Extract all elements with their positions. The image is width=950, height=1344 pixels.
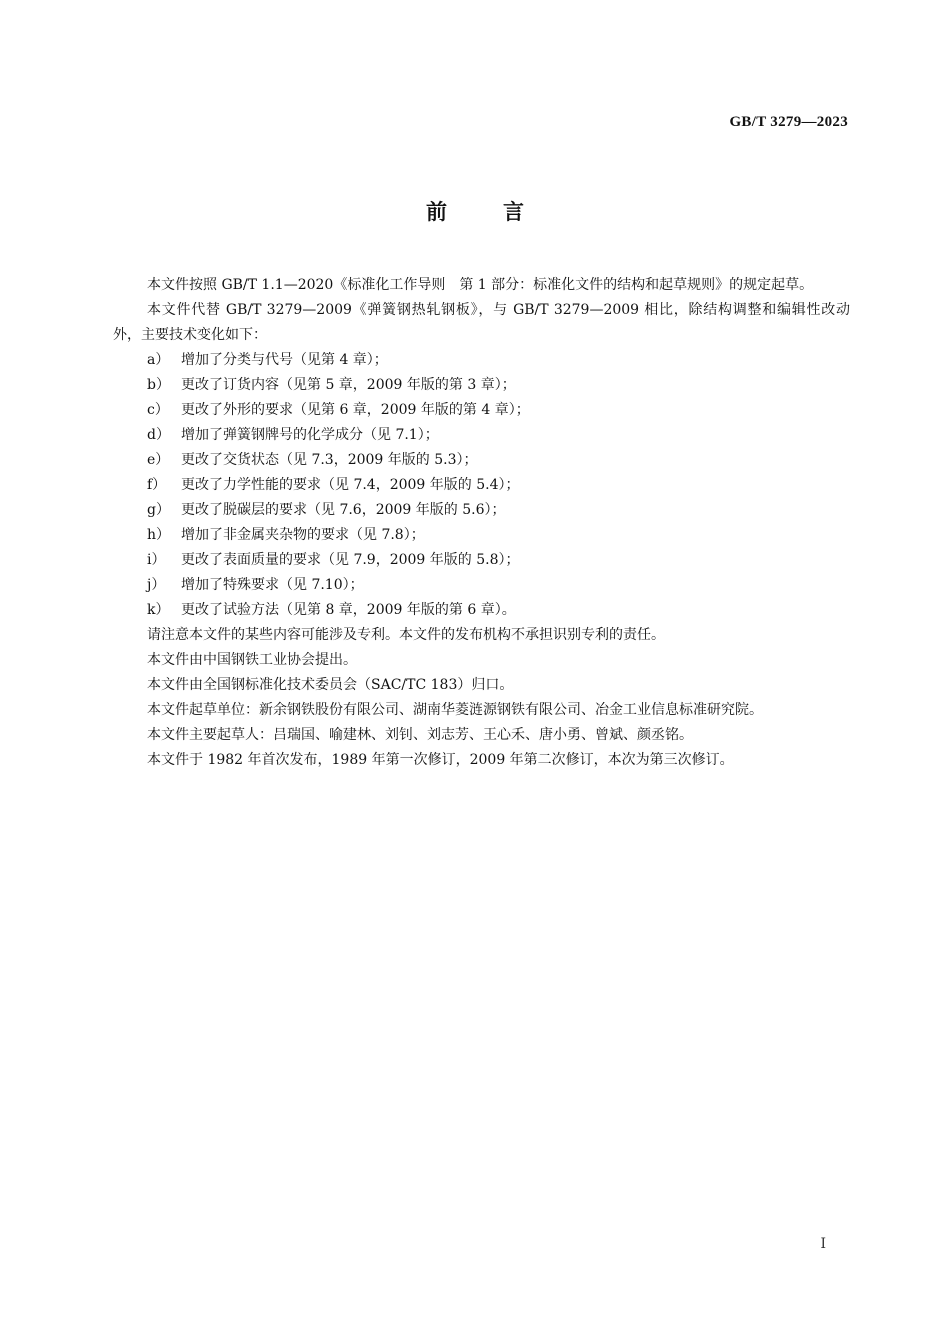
list-item-text: 更改了表面质量的要求（见 7.9，2009 年版的 5.8）； [181,552,520,568]
list-item [113,498,850,523]
list-marker: d） [147,427,170,443]
list-item-text: 更改了外形的要求（见第 6 章，2009 年版的第 4 章）； [181,402,530,418]
paragraph-drafting-rules: 本文件按照 GB/T 1.1—2020《标准化工作导则 第 1 部分：标准化文件的结构和起草规则》的规定起草。 [147,277,814,293]
list-item [113,598,850,623]
paragraph-proposer: 本文件由中国钢铁工业协会提出。 [147,652,357,668]
paragraph-drafting-organizations: 本文件起草单位：新余钢铁股份有限公司、湖南华菱涟源钢铁有限公司、冶金工业信息标准研究院。 [147,702,763,718]
list-item-text: 更改了订货内容（见第 5 章，2009 年版的第 3 章）； [181,377,516,393]
list-item-text: 增加了非金属夹杂物的要求（见 7.8）； [181,527,425,543]
standard-number: GB/T 3279—2023 [729,114,848,130]
paragraph-replacement: 本文件代替 GB/T 3279—2009《弹簧钢热轧钢板》，与 GB/T 3279—2009 相比，除结构调整和编辑性改动外，主要技术变化如下： [113,302,850,343]
list-marker: h） [147,527,171,543]
list-item [113,473,850,498]
list-item-text: 更改了脱碳层的要求（见 7.6，2009 年版的 5.6）； [181,502,506,518]
list-item-text: 增加了分类与代号（见第 4 章）； [181,352,388,368]
list-marker: j） [147,577,166,593]
list-item [113,573,850,598]
list-item [113,548,850,573]
paragraph-publication-history: 本文件于 1982 年首次发布，1989 年第一次修订，2009 年第二次修订，本次为第三次修订。 [147,752,734,768]
list-item [113,423,850,448]
list-item-text: 更改了力学性能的要求（见 7.4，2009 年版的 5.4）； [181,477,520,493]
paragraph-patent-notice: 请注意本文件的某些内容可能涉及专利。本文件的发布机构不承担识别专利的责任。 [147,627,665,643]
list-item [113,348,850,373]
list-marker: b） [147,377,170,393]
list-item [113,373,850,398]
foreword-body [113,273,850,773]
list-marker: k） [147,602,170,618]
list-marker: e） [147,452,170,468]
list-marker: f） [147,477,167,493]
list-item-text: 增加了特殊要求（见 7.10）； [181,577,364,593]
list-marker: g） [147,502,170,518]
list-marker: i） [147,552,166,568]
list-item-text: 更改了交货状态（见 7.3，2009 年版的 5.3）； [181,452,478,468]
page-title: 前言 [426,200,580,224]
list-item [113,398,850,423]
technical-changes-list [113,348,850,623]
list-item [113,523,850,548]
list-item [113,448,850,473]
list-item-text: 更改了试验方法（见第 8 章，2009 年版的第 6 章）。 [181,602,516,618]
list-marker: c） [147,402,169,418]
list-marker: a） [147,352,170,368]
paragraph-drafters: 本文件主要起草人：吕瑞国、喻建林、刘钊、刘志芳、王心禾、唐小勇、曾斌、颜丞铭。 [147,727,693,743]
list-item-text: 增加了弹簧钢牌号的化学成分（见 7.1）； [181,427,439,443]
paragraph-technical-committee: 本文件由全国钢标准化技术委员会（SAC/TC 183）归口。 [147,677,514,693]
page-number: I [820,1236,826,1252]
